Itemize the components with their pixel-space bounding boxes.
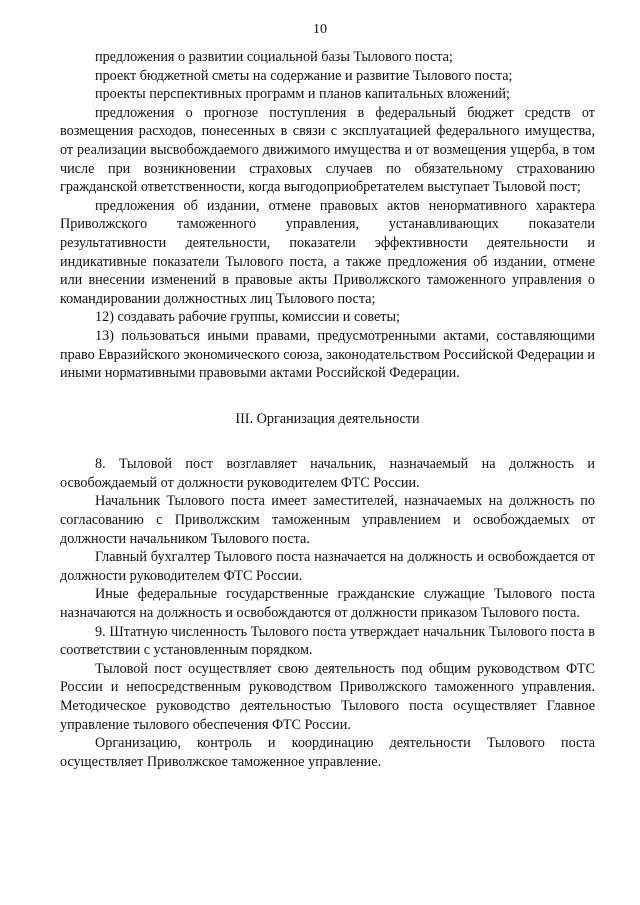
paragraph: 13) пользоваться иными правами, предусмотренными актами, составляющими право Евразийского экономического союза, законодательством Российской Федерации и иными нормативными правовыми актами Российской Федерации. [60, 327, 595, 382]
document-body [60, 48, 595, 771]
paragraph: Организацию, контроль и координацию деятельности Тылового поста осуществляет Приволжское таможенное управление. [60, 735, 595, 770]
paragraph: Начальник Тылового поста имеет заместителей, назначаемых на должность по согласованию с Приволжским таможенным управлением и освобождаемых от должности начальником Тылового поста. [60, 493, 595, 547]
paragraph: предложения о развитии социальной базы Тылового поста; [95, 49, 453, 65]
paragraph: проекты перспективных программ и планов капитальных вложений; [95, 86, 510, 103]
paragraph: Иные федеральные государственные гражданские служащие Тылового поста назначаются на должность и освобождаются от должности приказом Тылового поста. [60, 586, 595, 622]
paragraph: 9. Штатную численность Тылового поста утверждает начальник Тылового поста в соответствии с установленным порядком. [60, 623, 595, 659]
paragraph: 8. Тыловой пост возглавляет начальник, назначаемый на должность и освобождаемый от должности руководителем ФТС России. [60, 456, 595, 491]
paragraph: Главный бухгалтер Тылового поста назначается на должность и освобождается от должности руководителем ФТС России. [60, 549, 595, 584]
page-number: 10 [313, 22, 327, 37]
paragraph: проект бюджетной сметы на содержание и развитие Тылового поста; [95, 67, 513, 84]
paragraph: 12) создавать рабочие группы, комиссии и советы; [95, 309, 400, 326]
paragraph: Тыловой пост осуществляет свою деятельность под общим руководством ФТС России и непосредственным руководством Приволжского таможенного управления. Методическое руководство деятельностью Тылового поста осуществляет Главное управление тылового обеспечения ФТС России. [60, 660, 595, 733]
paragraph: предложения о прогнозе поступления в федеральный бюджет средств от возмещения расходов, понесенных в связи с эксплуатацией федерального имущества, от реализации высвобождаемого движимого имущества и от возмещения ущерба, в том числе при возникновении страховых случаев по обязательному страхованию гражданской ответственности, когда выгодоприобретателем выступает Тыловой пост; [60, 104, 595, 196]
section-heading: III. Организация деятельности [235, 410, 420, 427]
paragraph: предложения об издании, отмене правовых актов ненормативного характера Приволжского таможенного управления, устанавливающих показатели результативности деятельности, показатели эффективности деятельности и индикативные показатели Тылового поста, а также предложения об издании, отмене или внесении изменений в правовые акты Приволжского таможенного управления о командировании должностных лиц Тылового поста; [60, 197, 595, 307]
